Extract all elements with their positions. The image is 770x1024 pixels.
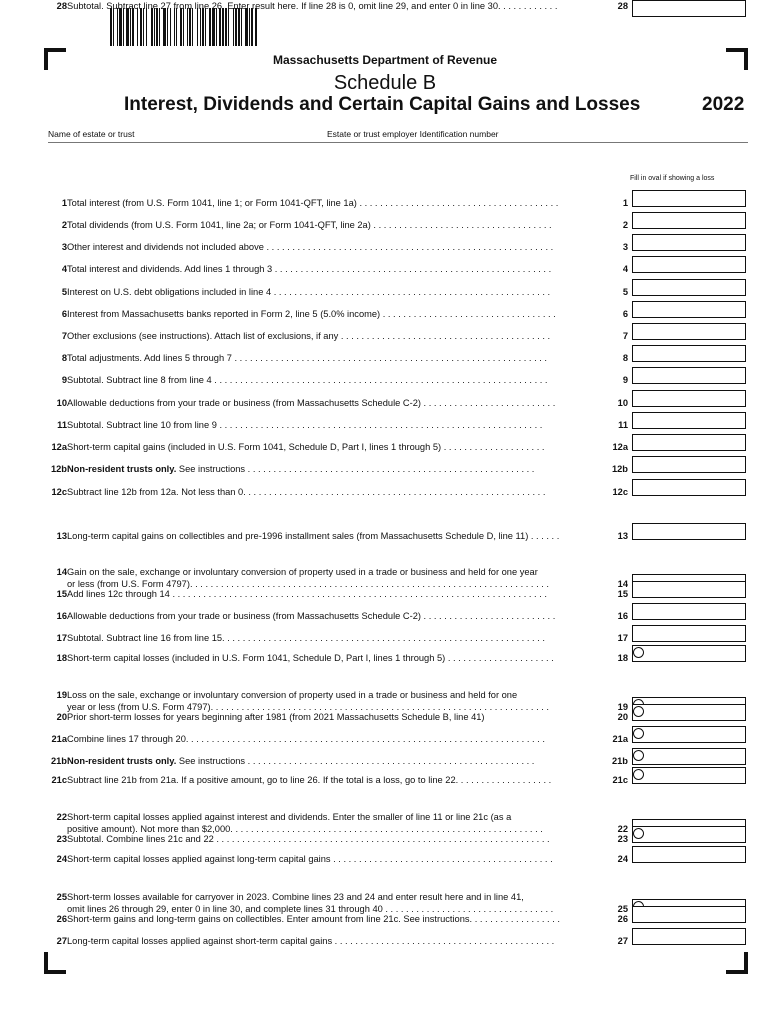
line-reference: 12c [612, 487, 628, 497]
form-line-24 [48, 853, 628, 865]
form-line-18 [48, 652, 628, 664]
line-number: 14 [56, 567, 67, 577]
line-number: 11 [57, 420, 67, 430]
loss-oval-line-21c[interactable] [633, 769, 644, 780]
form-line-5 [48, 286, 628, 298]
line-number: 16 [56, 611, 67, 621]
line-number: 22 [56, 812, 67, 822]
line-description [67, 833, 633, 845]
form-line-17 [48, 632, 628, 644]
form-title: Interest, Dividends and Certain Capital Gains and Losses [124, 94, 641, 115]
loss-oval-line-21a[interactable] [633, 728, 644, 739]
line-text: Loss on the sale, exchange or involuntary conversion of property used in a trade or business and held for one [67, 690, 518, 700]
line-description [67, 197, 633, 209]
form-line-7 [48, 330, 628, 342]
line-reference: 27 [617, 936, 628, 946]
line-reference: 18 [617, 653, 628, 663]
line-number: 7 [61, 331, 67, 341]
amount-field-line-12b[interactable] [632, 456, 746, 473]
line-text: Subtract line 12b from 12a. Not less than 0. . . . . . . . . . . . . . . . . . . . . . . . . . . . . . . . . . . . . . . . . . . . . . . . . . . . . . . . . . . [67, 487, 546, 497]
line-text-continued: omit lines 26 through 29, enter 0 in line 30, and complete lines 31 through 40 . . . . . . . . . . . . . . . . . . . . . . . . . . . . . . . . . [67, 904, 554, 914]
tax-year: 2022 [702, 94, 745, 115]
loss-oval-line-23[interactable] [633, 828, 644, 839]
line-emphasis: Non-resident trusts only. [67, 756, 177, 766]
line-text: Short-term capital losses applied against long-term capital gains . . . . . . . . . . . . . . . . . . . . . . . . . . . . . . . . . . . . . . . . . . . [67, 854, 553, 864]
line-text: Subtotal. Subtract line 10 from line 9 . . . . . . . . . . . . . . . . . . . . . . . . . . . . . . . . . . . . . . . . . . . . . . . . . . . . . . . . . . . . . . . [67, 420, 543, 430]
line-text: Gain on the sale, exchange or involuntary conversion of property used in a trade or business and held for one year [67, 567, 538, 577]
line-description [67, 241, 633, 253]
form-line-15 [48, 588, 628, 600]
line-reference: 25 [617, 904, 628, 914]
line-reference: 24 [617, 854, 628, 864]
line-reference: 28 [617, 1, 628, 11]
line-description [67, 632, 633, 644]
amount-field-line-11[interactable] [632, 412, 746, 429]
line-number: 4 [61, 264, 67, 274]
line-text: Total adjustments. Add lines 5 through 7 . . . . . . . . . . . . . . . . . . . . . . . . . . . . . . . . . . . . . . . . . . . . . . . . . . . . . . . . . . . . . [67, 353, 547, 363]
amount-field-line-13[interactable] [632, 523, 746, 540]
line-reference: 12b [611, 464, 628, 474]
line-text: Short-term capital gains (included in U.S. Form 1041, Schedule D, Part I, lines 1 through 5) . . . . . . . . . . . . . . . . . . . . [67, 442, 545, 452]
loss-oval-line-20[interactable] [633, 706, 644, 717]
amount-field-line-21c[interactable] [632, 767, 746, 784]
line-description [67, 711, 633, 723]
line-reference: 15 [617, 589, 628, 599]
line-reference: 21b [611, 756, 628, 766]
amount-field-line-3[interactable] [632, 234, 746, 251]
amount-field-line-12a[interactable] [632, 434, 746, 451]
line-text: Total interest (from U.S. Form 1041, line 1; or Form 1041-QFT, line 1a) . . . . . . . . . . . . . . . . . . . . . . . . . . . . . . . . . . . . . . . [67, 198, 559, 208]
amount-field-line-18[interactable] [632, 645, 746, 662]
loss-oval-line-21b[interactable] [633, 750, 644, 761]
line-reference: 22 [617, 824, 628, 834]
line-reference: 23 [617, 834, 628, 844]
loss-oval-note: Fill in oval if showing a loss [630, 175, 715, 182]
amount-field-line-10[interactable] [632, 390, 746, 407]
line-number: 21a [51, 734, 67, 744]
form-line-21b [48, 755, 628, 767]
barcode-icon [110, 8, 336, 46]
line-number: 23 [56, 834, 67, 844]
amount-field-line-8[interactable] [632, 345, 746, 362]
name-field-label: Name of estate or trust [48, 129, 135, 139]
form-line-22 [48, 811, 628, 835]
form-line-23 [48, 833, 628, 845]
line-number: 3 [61, 242, 67, 252]
line-reference: 8 [622, 353, 628, 363]
line-reference: 10 [617, 398, 628, 408]
form-line-3 [48, 241, 628, 253]
form-line-4 [48, 263, 628, 275]
line-number: 24 [56, 854, 67, 864]
line-text: Long-term capital gains on collectibles and pre-1996 installment sales (from Massachusetts Schedule D, line 11) . . . . . . [67, 531, 560, 541]
line-description [67, 330, 633, 342]
line-description [67, 530, 633, 542]
form-line-27 [48, 935, 628, 947]
form-line-20 [48, 711, 628, 723]
line-reference: 4 [622, 264, 628, 274]
line-description [67, 588, 633, 600]
amount-field-line-6[interactable] [632, 301, 746, 318]
line-text: Subtract line 21b from 21a. If a positive amount, go to line 26. If the total is a loss, go to line 22. . . . . . . . . . . . . . . . . . . [67, 775, 552, 785]
form-line-14 [48, 566, 628, 590]
line-text: Subtotal. Subtract line 27 from line 26. Enter result here. If line 28 is 0, omit line 29, and enter 0 in line 30. . . . . . . . . . . . [67, 1, 558, 11]
form-line-8 [48, 352, 628, 364]
line-reference: 3 [622, 242, 628, 252]
line-number: 18 [56, 653, 67, 663]
amount-field-line-1[interactable] [632, 190, 746, 207]
header-divider [48, 142, 748, 143]
amount-field-line-9[interactable] [632, 367, 746, 384]
line-description [67, 374, 633, 386]
line-description [67, 913, 633, 925]
line-number: 13 [56, 531, 67, 541]
line-number: 1 [61, 198, 67, 208]
form-line-1 [48, 197, 628, 209]
line-description [67, 308, 633, 320]
amount-field-line-4[interactable] [632, 256, 746, 273]
line-number: 21b [50, 756, 67, 766]
form-line-25 [48, 891, 628, 915]
line-text: Add lines 12c through 14 . . . . . . . . . . . . . . . . . . . . . . . . . . . . . . . . . . . . . . . . . . . . . . . . . . . . . . . . . . . . . . . . . . . . . . . . . [67, 589, 547, 599]
line-text: Interest on U.S. debt obligations included in line 4 . . . . . . . . . . . . . . . . . . . . . . . . . . . . . . . . . . . . . . . . . . . . . . . . . . . . . . [67, 287, 551, 297]
line-number: 21c [51, 775, 67, 785]
line-number: 19 [56, 690, 67, 700]
line-description [67, 566, 633, 590]
line-number: 6 [61, 309, 67, 319]
form-line-16 [48, 610, 628, 622]
line-reference: 26 [617, 914, 628, 924]
line-description [67, 286, 633, 298]
line-text: See instructions . . . . . . . . . . . . . . . . . . . . . . . . . . . . . . . . . . . . . . . . . . . . . . . . . . . . . . . . [176, 756, 535, 766]
line-number: 8 [61, 353, 67, 363]
line-text: Subtotal. Combine lines 21c and 22 . . . . . . . . . . . . . . . . . . . . . . . . . . . . . . . . . . . . . . . . . . . . . . . . . . . . . . . . . . . . . . . . . [67, 834, 550, 844]
form-line-2 [48, 219, 628, 231]
amount-field-line-20[interactable] [632, 704, 746, 721]
form-line-21c [48, 774, 628, 786]
line-reference: 2 [622, 220, 628, 230]
line-emphasis: Non-resident trusts only. [67, 464, 177, 474]
line-number: 12c [51, 487, 67, 497]
line-description [67, 935, 633, 947]
line-reference: 7 [622, 331, 628, 341]
amount-field-line-21b[interactable] [632, 748, 746, 765]
line-text: Allowable deductions from your trade or business (from Massachusetts Schedule C-2) . . . . . . . . . . . . . . . . . . . . . . . . . . [67, 398, 556, 408]
line-number: 17 [56, 633, 67, 643]
line-number: 20 [56, 712, 67, 722]
amount-field-line-5[interactable] [632, 279, 746, 296]
amount-field-line-21a[interactable] [632, 726, 746, 743]
line-description [67, 733, 627, 745]
line-text-continued: positive amount). Not more than $2,000. . . . . . . . . . . . . . . . . . . . . . . . . . . . . . . . . . . . . . . . . . . . . . . . . . . . . . . . . . . . . [67, 824, 543, 834]
amount-field-line-23[interactable] [632, 826, 746, 843]
form-line-26 [48, 913, 628, 925]
line-number: 15 [56, 589, 67, 599]
line-reference: 1 [622, 198, 628, 208]
amount-field-line-12c[interactable] [632, 479, 746, 496]
line-number: 9 [61, 375, 67, 385]
line-reference: 6 [622, 309, 628, 319]
corner-mark-bottom-right [726, 952, 748, 974]
line-description [67, 397, 633, 409]
line-text: Total dividends (from U.S. Form 1041, line 2a; or Form 1041-QFT, line 2a) . . . . . . . . . . . . . . . . . . . . . . . . . . . . . . . . . . . [67, 220, 552, 230]
line-text: Other interest and dividends not included above . . . . . . . . . . . . . . . . . . . . . . . . . . . . . . . . . . . . . . . . . . . . . . . . . . . . . . . . [67, 242, 554, 252]
form-line-28 [48, 0, 628, 12]
ein-field-label: Estate or trust employer Identification number [327, 129, 499, 139]
form-line-12b [48, 463, 628, 475]
line-reference: 14 [617, 579, 628, 589]
corner-mark-bottom-left [44, 952, 66, 974]
form-line-13 [48, 530, 628, 542]
line-description [67, 891, 633, 915]
line-reference: 21a [612, 734, 628, 744]
line-text: Other exclusions (see instructions). Attach list of exclusions, if any . . . . . . . . . . . . . . . . . . . . . . . . . . . . . . . . . . . . . . . . . [67, 331, 551, 341]
line-text: Long-term capital losses applied against short-term capital gains . . . . . . . . . . . . . . . . . . . . . . . . . . . . . . . . . . . . . . . . . . . [67, 936, 555, 946]
line-text: Short-term losses available for carryover in 2023. Combine lines 23 and 24 and enter result here and in line 41, [67, 892, 524, 902]
amount-field-line-24[interactable] [632, 846, 746, 863]
line-reference: 20 [617, 712, 628, 722]
line-description [67, 263, 633, 275]
form-line-6 [48, 308, 628, 320]
line-number: 10 [56, 398, 67, 408]
form-line-9 [48, 374, 628, 386]
amount-field-line-28[interactable] [632, 0, 746, 17]
line-description [67, 811, 633, 835]
line-text-continued: or less (from U.S. Form 4797). . . . . . . . . . . . . . . . . . . . . . . . . . . . . . . . . . . . . . . . . . . . . . . . . . . . . . . . . . . . . . . . . . . . . . [67, 579, 549, 589]
line-description [67, 463, 627, 475]
amount-field-line-16[interactable] [632, 603, 746, 620]
line-reference: 16 [617, 611, 628, 621]
line-text: Subtotal. Subtract line 16 from line 15. . . . . . . . . . . . . . . . . . . . . . . . . . . . . . . . . . . . . . . . . . . . . . . . . . . . . . . . . . . . . . . [67, 633, 545, 643]
amount-field-line-27[interactable] [632, 928, 746, 945]
amount-field-line-15[interactable] [632, 581, 746, 598]
line-text: Allowable deductions from your trade or business (from Massachusetts Schedule C-2) . . . . . . . . . . . . . . . . . . . . . . . . . . [67, 611, 556, 621]
form-line-12a [48, 441, 628, 453]
amount-field-line-26[interactable] [632, 906, 746, 923]
line-number: 12a [51, 442, 67, 452]
line-description [67, 755, 627, 767]
line-reference: 12a [612, 442, 628, 452]
line-text: Subtotal. Subtract line 8 from line 4 . . . . . . . . . . . . . . . . . . . . . . . . . . . . . . . . . . . . . . . . . . . . . . . . . . . . . . . . . . . . . . . . . [67, 375, 548, 385]
line-description [67, 0, 633, 12]
line-number: 12b [50, 464, 67, 474]
line-description [67, 774, 627, 786]
line-description [67, 689, 633, 713]
line-number: 28 [56, 1, 67, 11]
line-text: Short-term gains and long-term gains on collectibles. Enter amount from line 21c. See instructions. . . . . . . . . . . . . . . . . . [67, 914, 560, 924]
line-text: Interest from Massachusetts banks reported in Form 2, line 5 (5.0% income) . . . . . . . . . . . . . . . . . . . . . . . . . . . . . . . . . . [67, 309, 556, 319]
line-description [67, 610, 633, 622]
line-text: Short-term capital losses applied against interest and dividends. Enter the smaller of line 11 or line 21c (as a [67, 812, 512, 822]
form-line-10 [48, 397, 628, 409]
line-reference: 9 [622, 375, 628, 385]
amount-field-line-2[interactable] [632, 212, 746, 229]
line-text: Prior short-term losses for years beginning after 1981 (from 2021 Massachusetts Schedule B, line 41) [67, 712, 485, 722]
amount-field-line-7[interactable] [632, 323, 746, 340]
line-reference: 17 [617, 633, 628, 643]
line-reference: 13 [617, 531, 628, 541]
line-description [67, 219, 633, 231]
line-text: Combine lines 17 through 20. . . . . . . . . . . . . . . . . . . . . . . . . . . . . . . . . . . . . . . . . . . . . . . . . . . . . . . . . . . . . . . . . . . . . . [67, 734, 545, 744]
line-number: 5 [61, 287, 67, 297]
line-reference: 19 [617, 702, 628, 712]
line-number: 27 [56, 936, 67, 946]
line-number: 2 [61, 220, 67, 230]
department-name: Massachusetts Department of Revenue [272, 53, 498, 67]
line-text: See instructions . . . . . . . . . . . . . . . . . . . . . . . . . . . . . . . . . . . . . . . . . . . . . . . . . . . . . . . . [176, 464, 535, 474]
line-reference: 5 [622, 287, 628, 297]
loss-oval-line-18[interactable] [633, 647, 644, 658]
line-description [67, 352, 633, 364]
line-text: Short-term capital losses (included in U.S. Form 1041, Schedule D, Part I, lines 1 through 5) . . . . . . . . . . . . . . . . . . . . . [67, 653, 554, 663]
line-description [67, 419, 633, 431]
form-line-21a [48, 733, 628, 745]
line-description [67, 853, 633, 865]
line-reference: 21c [612, 775, 628, 785]
form-line-19 [48, 689, 628, 713]
form-line-12c [48, 486, 628, 498]
amount-field-line-17[interactable] [632, 625, 746, 642]
line-reference: 11 [618, 420, 628, 430]
line-text: Total interest and dividends. Add lines 1 through 3 . . . . . . . . . . . . . . . . . . . . . . . . . . . . . . . . . . . . . . . . . . . . . . . . . . . . . . [67, 264, 552, 274]
line-description [67, 652, 633, 664]
line-number: 26 [56, 914, 67, 924]
form-line-11 [48, 419, 628, 431]
line-description [67, 441, 627, 453]
line-text-continued: year or less (from U.S. Form 4797). . . . . . . . . . . . . . . . . . . . . . . . . . . . . . . . . . . . . . . . . . . . . . . . . . . . . . . . . . . . . . . . . . [67, 702, 549, 712]
line-number: 25 [56, 892, 67, 902]
schedule-title: Schedule B [333, 72, 437, 94]
line-description [67, 486, 627, 498]
